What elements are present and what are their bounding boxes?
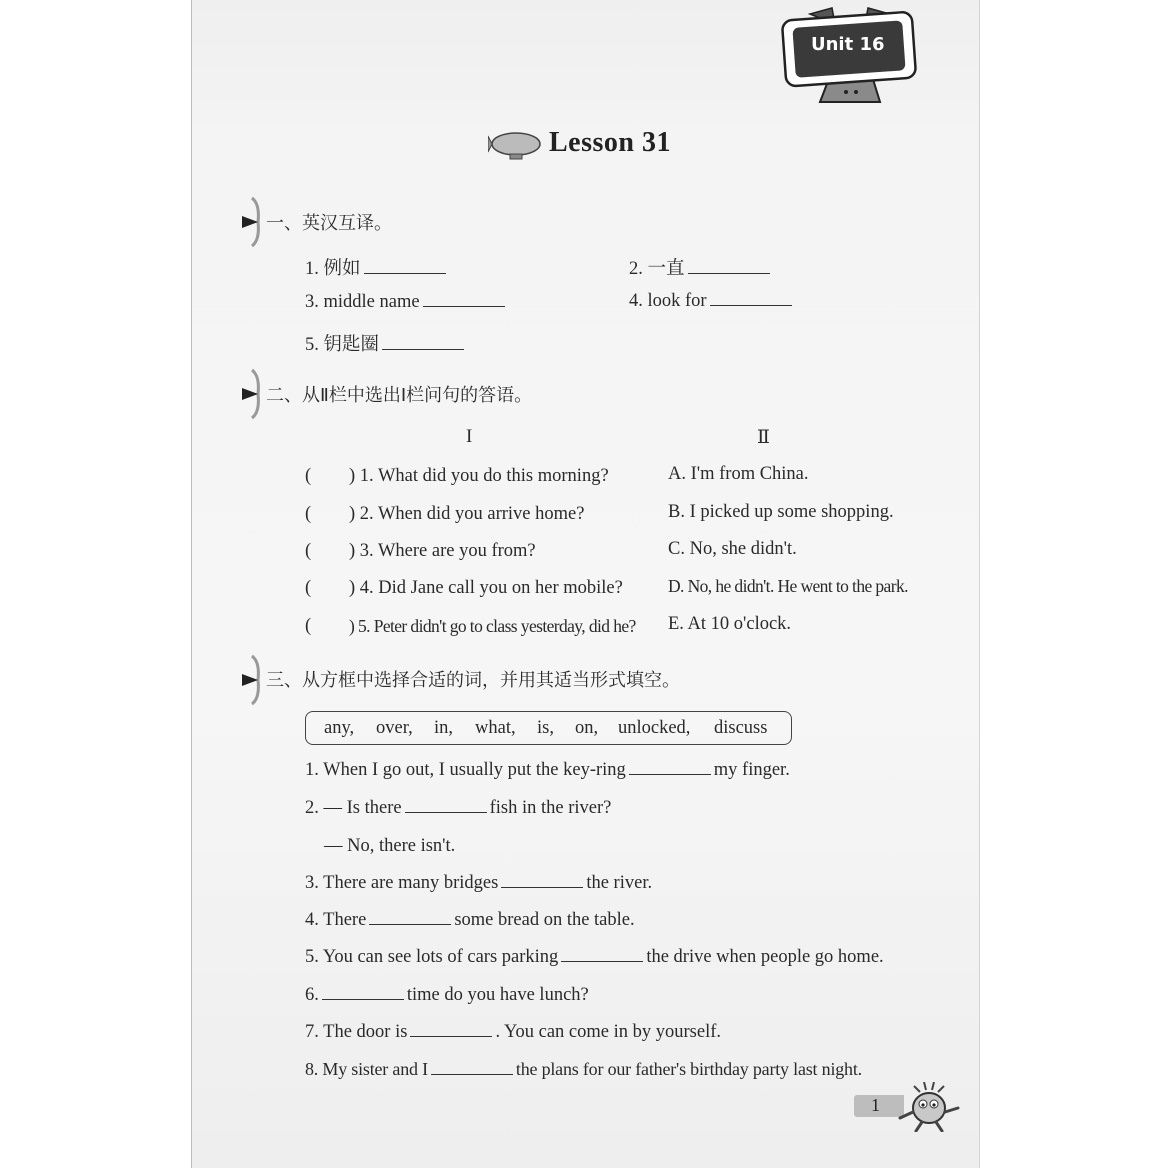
fill-sentence-6: 6. time do you have lunch? <box>305 985 589 1005</box>
question-3: ) 3. Where are you from? <box>349 541 536 561</box>
fill-sentence-2: 2. — Is there fish in the river? <box>305 798 612 818</box>
lesson-title: Lesson 31 <box>549 127 671 158</box>
section1-title: 一、英汉互译。 <box>266 213 392 234</box>
question-5: ) 5. Peter didn't go to class yesterday, did he? <box>349 616 636 636</box>
answer-blank[interactable] <box>322 985 404 1000</box>
word-bank-word: any, <box>324 718 355 738</box>
answer-paren[interactable]: ( <box>305 616 312 636</box>
fill-sentence-1: 1. When I go out, I usually put the key-ring my finger. <box>305 760 790 780</box>
answer-blank[interactable] <box>369 910 451 925</box>
answer-blank[interactable] <box>423 292 505 307</box>
fill-sentence-7: 7. The door is . You can come in by yourself. <box>305 1022 722 1042</box>
column-header-1: I <box>466 426 473 447</box>
section1-item-1: 1. 例如 <box>305 254 449 280</box>
section1-item-2: 2. 一直 <box>629 254 773 280</box>
section3-title: 三、从方框中选择合适的词，并用其适当形式填空。 <box>266 670 680 691</box>
answer-option-e: E. At 10 o'clock. <box>668 614 792 634</box>
section2-title: 二、从Ⅱ栏中选出Ⅰ栏问句的答语。 <box>266 385 533 406</box>
answer-paren[interactable]: ( <box>305 466 312 486</box>
fill-sentence-3: 3. There are many bridges the river. <box>305 873 653 893</box>
answer-blank[interactable] <box>629 760 711 775</box>
answer-blank[interactable] <box>501 873 583 888</box>
question-1: ) 1. What did you do this morning? <box>349 466 609 486</box>
section1-item-3: 3. middle name <box>305 292 508 313</box>
answer-blank[interactable] <box>561 947 643 962</box>
question-2: ) 2. When did you arrive home? <box>349 504 585 524</box>
column-header-2: Ⅱ <box>757 427 770 448</box>
answer-blank[interactable] <box>405 798 487 813</box>
page-number: 1 <box>871 1095 880 1115</box>
word-bank-word: what, <box>475 718 516 738</box>
answer-blank[interactable] <box>382 335 464 350</box>
answer-blank[interactable] <box>710 291 792 306</box>
word-bank-word: over, <box>376 718 413 738</box>
answer-blank[interactable] <box>410 1022 492 1037</box>
fill-sentence-4: 4. There some bread on the table. <box>305 910 635 930</box>
answer-blank[interactable] <box>364 259 446 274</box>
answer-paren[interactable]: ( <box>305 578 312 598</box>
answer-option-c: C. No, she didn't. <box>668 539 797 559</box>
answer-blank[interactable] <box>688 259 770 274</box>
question-4: ) 4. Did Jane call you on her mobile? <box>349 578 623 598</box>
fill-sentence-8: 8. My sister and I the plans for our father's birthday party last night. <box>305 1059 862 1079</box>
unit-badge: Unit 16 <box>811 34 885 55</box>
word-bank-word: unlocked, <box>618 718 691 738</box>
word-bank-word: on, <box>575 718 599 738</box>
answer-blank[interactable] <box>431 1060 513 1075</box>
unit-tv-mascot-icon <box>780 6 920 106</box>
fill-sentence-2-reply: — No, there isn't. <box>324 836 456 856</box>
word-bank-box <box>305 711 792 745</box>
answer-option-b: B. I picked up some shopping. <box>668 502 894 522</box>
section1-item-4: 4. look for <box>629 291 795 312</box>
answer-paren[interactable]: ( <box>305 541 312 561</box>
fill-sentence-5: 5. You can see lots of cars parking the drive when people go home. <box>305 947 884 967</box>
word-bank-word: in, <box>434 718 454 738</box>
answer-option-a: A. I'm from China. <box>668 464 809 484</box>
section-bullet-icon <box>238 366 268 422</box>
word-bank-word: is, <box>537 718 554 738</box>
section-bullet-icon <box>238 652 268 708</box>
germ-mascot-icon <box>896 1082 960 1132</box>
answer-option-d: D. No, he didn't. He went to the park. <box>668 576 908 596</box>
blimp-icon <box>488 130 544 160</box>
answer-paren[interactable]: ( <box>305 504 312 524</box>
section-bullet-icon <box>238 194 268 250</box>
section1-item-5: 5. 钥匙圈 <box>305 330 467 356</box>
word-bank-word: discuss <box>714 718 768 738</box>
